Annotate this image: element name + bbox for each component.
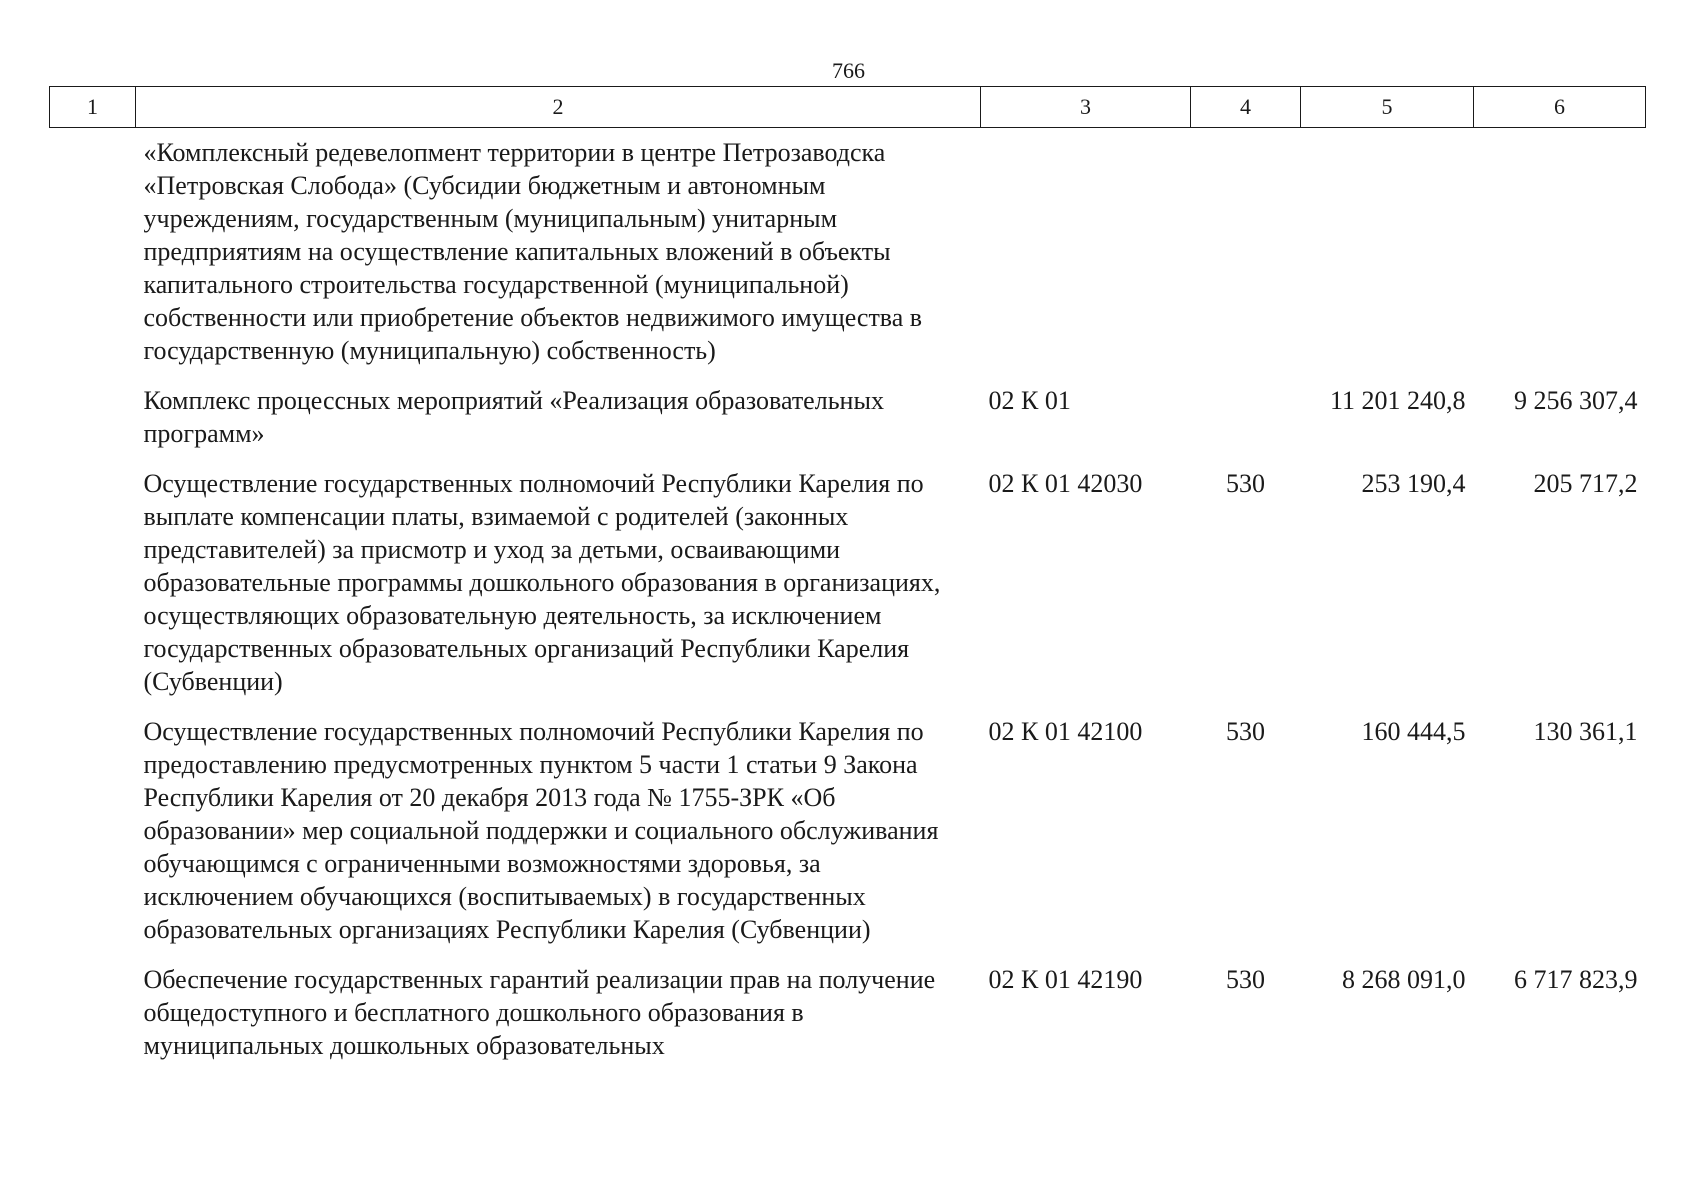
column-number: 3: [981, 87, 1191, 128]
column-number: 2: [136, 87, 981, 128]
row-expense-type: [1191, 128, 1301, 385]
column-number: 6: [1474, 87, 1646, 128]
row-sum-col5: 253 190,4: [1361, 469, 1466, 498]
row-sum-col5: [1301, 128, 1474, 385]
row-code: 02 К 01 42030: [988, 469, 1143, 498]
row-expense-type: 530: [1226, 469, 1265, 498]
table-row: [50, 715, 1646, 963]
row-sum-col5: 160 444,5: [1361, 717, 1466, 746]
row-name: Обеспечение государственных гарантий реализации прав на получение общедоступного и бесплатного дошкольного образования в муниципальных дошкольных образовательных: [143, 965, 936, 1060]
table-row: [50, 384, 1646, 467]
column-number: 1: [50, 87, 136, 128]
row-sum-col6: 130 361,1: [1533, 717, 1638, 746]
budget-table: [49, 86, 1646, 1079]
row-sum-col6: 6 717 823,9: [1514, 965, 1638, 994]
row-code: 02 К 01 42190: [988, 965, 1143, 994]
row-spacer: [50, 963, 136, 1079]
row-spacer: [50, 128, 136, 385]
row-code: 02 К 01 42100: [988, 717, 1143, 746]
row-code: [981, 128, 1191, 385]
row-name: Осуществление государственных полномочий Республики Карелия по предоставлению предусмотренных пунктом 5 части 1 статьи 9 Закона Республики Карелия от 20 декабря 2013 года № 1755-ЗРК «Об образовании» мер социальной поддержки и социального обслуживания обучающимся с ограниченными возможностями здоровья, за исключением обучающихся (воспитываемых) в государственных образовательных организациях Республики Карелия (Субвенции): [143, 717, 939, 944]
row-spacer: [50, 467, 136, 715]
row-spacer: [50, 715, 136, 963]
row-sum-col6: 205 717,2: [1533, 469, 1638, 498]
row-sum-col5: 11 201 240,8: [1329, 386, 1466, 415]
row-name: «Комплексный редевелопмент территории в центре Петрозаводска «Петровская Слобода» (Субсидии бюджетным и автономным учреждениям, государственным (муниципальным) унитарным предприятиям на осуществление капитальных вложений в объекты капитального строительства государственной (муниципальной) собственности или приобретение объектов недвижимого имущества в государственную (муниципальную) собственность): [143, 138, 923, 365]
row-sum-col6: 9 256 307,4: [1514, 386, 1638, 415]
row-expense-type: 530: [1226, 965, 1265, 994]
row-spacer: [50, 384, 136, 467]
row-expense-type: [1191, 384, 1301, 467]
column-number: 5: [1301, 87, 1474, 128]
column-number-row: [50, 87, 1646, 128]
column-number: 4: [1191, 87, 1301, 128]
row-sum-col5: 8 268 091,0: [1342, 965, 1466, 994]
row-name: Осуществление государственных полномочий Республики Карелия по выплате компенсации платы, взимаемой с родителей (законных представителей) за присмотр и уход за детьми, осваивающими образовательные программы дошкольного образования в организациях, осуществляющих образовательную деятельность, за исключением государственных образовательных организаций Республики Карелия (Субвенции): [143, 469, 941, 696]
table-row: [50, 128, 1646, 385]
row-code: 02 К 01: [988, 386, 1071, 415]
page-number: 766: [832, 58, 865, 83]
table-row: [50, 467, 1646, 715]
row-expense-type: 530: [1226, 717, 1265, 746]
row-name: Комплекс процессных мероприятий «Реализация образовательных программ»: [143, 386, 884, 448]
table-row: [50, 963, 1646, 1079]
row-sum-col6: [1474, 128, 1646, 385]
